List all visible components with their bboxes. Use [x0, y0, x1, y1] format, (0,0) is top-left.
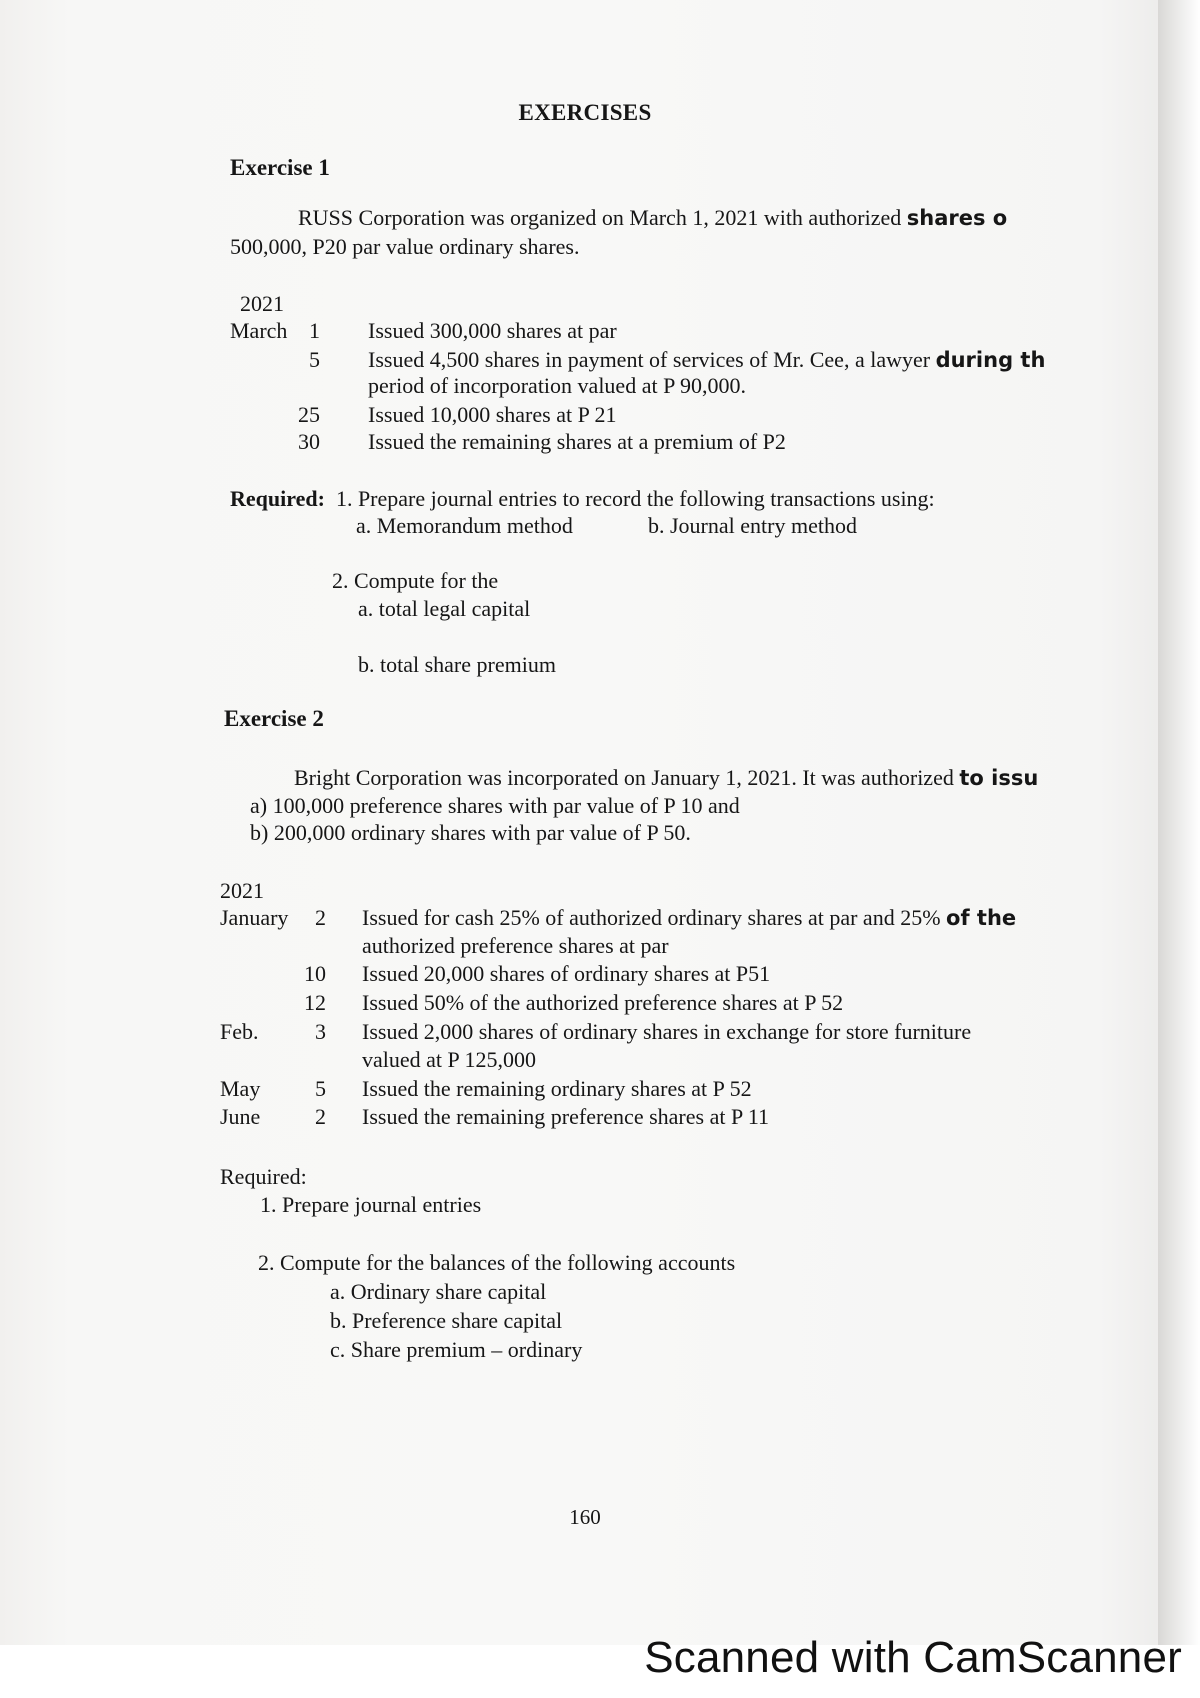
exercise-2-req-2b: b. Preference share capital [330, 1308, 563, 1333]
exercise-2-req-2: 2. Compute for the balances of the following accounts [258, 1250, 736, 1275]
exercise-2-required-label: Required: [220, 1164, 307, 1189]
exercise-2-intro-line-3: b) 200,000 ordinary shares with par value of P 50. [250, 820, 691, 845]
page-number: 160 [569, 1505, 601, 1529]
exercise-1-req-2b: b. total share premium [358, 652, 556, 677]
exercise-1-heading: Exercise 1 [230, 155, 330, 180]
page-edge-shadow [1158, 0, 1200, 1645]
exercise-1-req-2: 2. Compute for the [332, 568, 499, 593]
exercise-2-intro-line-2: a) 100,000 preference shares with par value of P 10 and [250, 793, 740, 818]
exercise-1-required: Required: 1. Prepare journal entries to record the following transactions using: [230, 486, 935, 511]
exercise-2-req-2c: c. Share premium – ordinary [330, 1337, 583, 1362]
exercise-2-req-1: 1. Prepare journal entries [260, 1192, 482, 1217]
exercise-1-req-1b: b. Journal entry method [648, 513, 857, 538]
camscanner-watermark: Scanned with CamScanner [644, 1633, 1182, 1682]
exercise-1-req-2a: a. total legal capital [358, 596, 531, 621]
page-title: EXERCISES [518, 100, 652, 125]
exercise-2-heading: Exercise 2 [224, 706, 324, 731]
exercise-1-intro-line-2: 500,000, P20 par value ordinary shares. [230, 234, 580, 259]
exercise-1-intro-line-1: RUSS Corporation was organized on March 1, 2021 with authorized shares o [298, 205, 1008, 230]
exercise-2-year: 2021 [220, 878, 264, 903]
exercise-2-req-2a: a. Ordinary share capital [330, 1279, 547, 1304]
exercise-1-req-1a: a. Memorandum method [356, 513, 573, 538]
exercise-2-intro-line-1: Bright Corporation was incorporated on January 1, 2021. It was authorized to issu [294, 765, 1039, 790]
exercise-1-year: 2021 [240, 291, 284, 316]
